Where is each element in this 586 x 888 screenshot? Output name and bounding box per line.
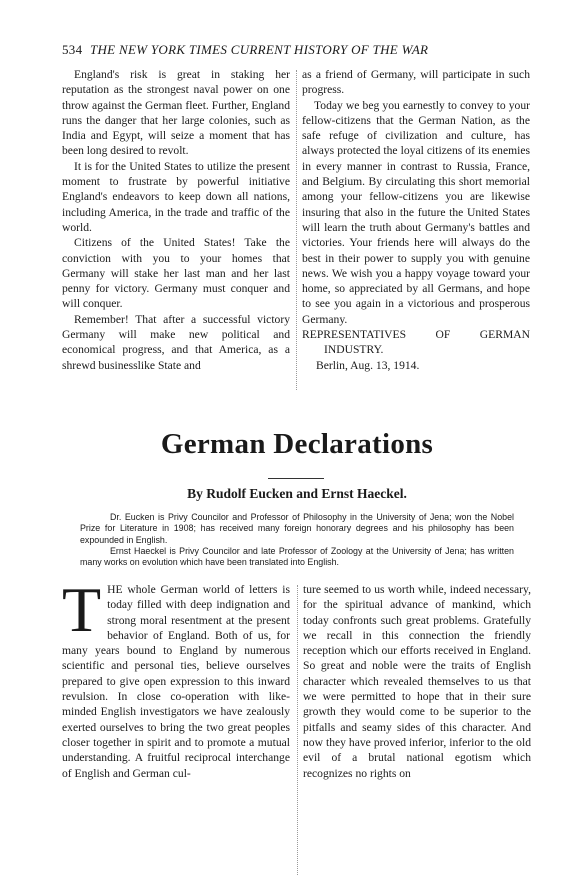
signature-word: OF	[435, 328, 451, 342]
column-divider	[297, 585, 298, 875]
paragraph: Citizens of the United States! Take the conviction with you to your homes that Germany will stake her last man and her last penny for victory. Germany must conquer and will conquer.	[62, 236, 290, 311]
top-left-column	[62, 67, 290, 373]
paragraph: ture seemed to us worth while, indeed necessary, for the spiritual advance of mankind, which today confronts such great problems. Gratefully we recall in this connection the friendly reception which our efforts received in England. So great and noble were the traits of English character which revealed themselves to us that we were permitted to hope that in their sure growth they would come to be superior to the pitfalls and seamy sides of this character. And now they have proved inferior, inferior to the old evil of a brutal national egotism which recognizes no rights on	[303, 583, 531, 780]
running-title: THE NEW YORK TIMES CURRENT HISTORY OF THE WAR	[89, 42, 429, 57]
paragraph: Remember! That after a successful victory Germany will make new political and economical progress, and that America, as a shrewd businesslike State and	[62, 312, 290, 372]
article-title: German Declarations	[160, 428, 434, 460]
paragraph: England's risk is great in staking her reputation as the strongest naval power on one throw against the German fleet. Further, England runs the danger that her large colonies, such as India and Egypt, will seize a moment that has been long desired to revolt.	[62, 68, 290, 158]
author-notes	[62, 512, 532, 568]
paragraph: as a friend of Germany, will participate in such progress.	[302, 68, 530, 97]
signature	[302, 327, 530, 342]
author-note: Dr. Eucken is Privy Councilor and Professor of Philosophy in the University of Jena; won the Nobel Prize for Literature in 1908; has received many foreign honorary degrees and his philosophy has been expounded in English.	[80, 512, 514, 545]
article-byline: By Rudolf Eucken and Ernst Haeckel.	[187, 486, 407, 501]
top-right-column	[302, 67, 530, 373]
page-number: 534	[62, 42, 83, 57]
column-divider	[296, 70, 297, 390]
paragraph: Today we beg you earnestly to convey to your fellow-citizens that the German Nation, as the safe refuge of civilization and culture, has always protected the loyal citizens of its enemies in every manner in contrast to Russia, France, and Belgium. By circulating this short memorial among your fellow-citizens you are likewise insuring that also in the future the United States will learn the truth about Germany's battles and victories. Your friends here will always do the best in their power to supply you with genuine news. We wish you a happy voyage toward your home, so appreciated by all Germans, and hope to see you again in a victorious and prosperous Germany.	[302, 98, 530, 326]
dateline: Berlin, Aug. 13, 1914.	[316, 358, 420, 372]
signature-line-2: INDUSTRY.	[324, 343, 384, 357]
drop-cap: T	[62, 574, 102, 645]
paragraph: It is for the United States to utilize the present moment to frustrate by powerful initiative England's endeavors to keep down all nations, including America, in the trade and traffic of the world.	[62, 159, 290, 234]
author-note: Ernst Haeckel is Privy Councilor and late Professor of Zoology at the University of Jena; has written many works on evolution which have been translated into English.	[80, 545, 514, 568]
article-right-column	[303, 582, 531, 781]
signature-word: REPRESENTATIVES	[302, 328, 407, 342]
paragraph	[62, 574, 290, 781]
body-text: HE whole German world of letters is today filled with deep indignation and strong moral resentment at the present behavior of England. Both of us, for many years bound to England by numerous scientific and personal ties, believe ourselves prepared to give open expression to this inward revulsion. In close co-operation with like-minded English investigators we have zealously exerted ourselves to bring the two great peoples closer together in spirit and to promote a mutual understanding. A fruitful reciprocal interchange of English and German cul-	[62, 583, 290, 780]
title-rule	[268, 478, 324, 479]
running-header	[62, 42, 532, 58]
signature-word: GERMAN	[479, 328, 530, 342]
article-left-column	[62, 574, 290, 781]
